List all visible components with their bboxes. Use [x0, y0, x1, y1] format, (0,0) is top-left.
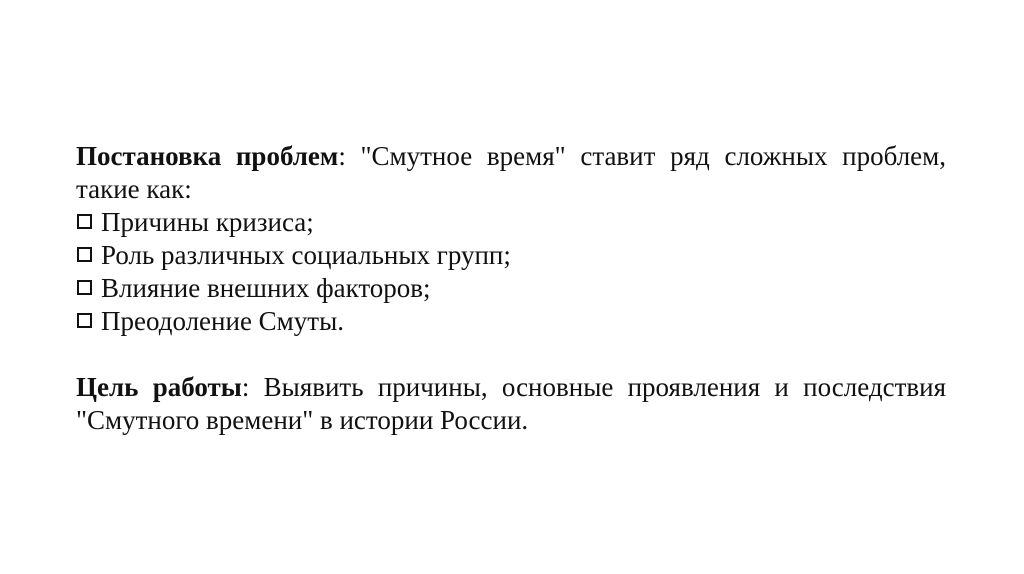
list-item-label: Влияние внешних факторов; — [101, 273, 431, 303]
slide-content — [76, 140, 946, 437]
problem-heading: Постановка проблем — [76, 141, 339, 171]
list-item-label: Преодоление Смуты. — [101, 306, 344, 336]
checkbox-icon — [77, 214, 92, 229]
list-item — [76, 305, 946, 338]
goal-text: Выявить причины, основные проявления и последствия "Смутного времени" в истории России. — [76, 372, 947, 435]
problem-colon: : — [338, 141, 346, 171]
checkbox-icon — [77, 247, 92, 262]
list-item — [76, 239, 946, 272]
goal-colon: : — [241, 372, 250, 402]
problem-list — [76, 206, 946, 338]
goal-heading: Цель работы — [76, 372, 242, 402]
list-item-label: Роль различных социальных групп; — [101, 240, 511, 270]
list-item-label: Причины кризиса; — [101, 207, 314, 237]
paragraph-spacer — [76, 338, 946, 371]
list-item — [76, 272, 946, 305]
problem-paragraph — [76, 140, 946, 206]
checkbox-icon — [77, 313, 92, 328]
goal-paragraph — [76, 371, 946, 437]
problem-text: "Смутное время" ставит ряд сложных проблем, такие как: — [76, 141, 946, 204]
list-item — [76, 206, 946, 239]
checkbox-icon — [77, 280, 92, 295]
